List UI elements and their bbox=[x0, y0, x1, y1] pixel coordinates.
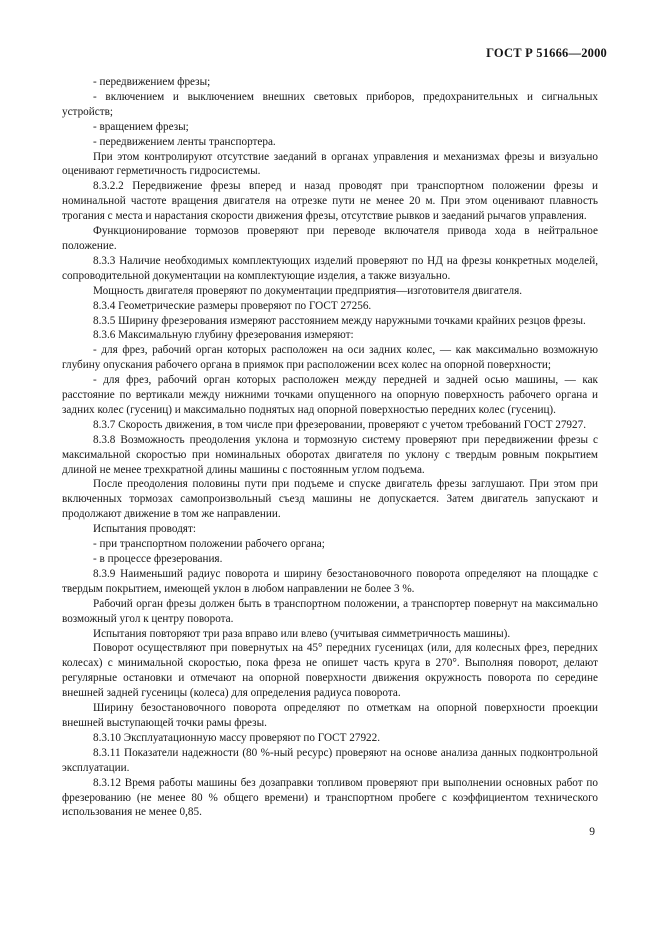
body-paragraph: Функционирование тормозов проверяют при переводе включателя привода хода в нейтральное положение. bbox=[62, 225, 598, 252]
body-paragraph: - для фрез, рабочий орган которых расположен на оси задних колес, — как максимально возможную глубину опускания рабочего органа в приямок при расположении всех колес на опорной поверхности; bbox=[62, 344, 598, 372]
body-paragraph: Рабочий орган фрезы должен быть в транспортном положении, а транспортер повернут на максимально возможный угол к центру поворота. bbox=[62, 597, 598, 625]
body-paragraph: - вращением фрезы; bbox=[93, 120, 189, 133]
body-paragraph: 8.3.10 Эксплуатационную массу проверяют по ГОСТ 27922. bbox=[93, 731, 381, 744]
body-paragraph: - передвижением фрезы; bbox=[93, 76, 211, 88]
body-paragraph: 8.3.9 Наименьший радиус поворота и ширину безостановочного поворота определяют на площадке с твердым покрытием, имеющей уклон в любом направлении не более 3 %. bbox=[62, 567, 598, 595]
document-body bbox=[62, 75, 598, 820]
body-paragraph: 8.3.5 Ширину фрезерования измеряют расстоянием между наружными точками крайних резцов фрезы. bbox=[93, 314, 586, 327]
body-paragraph: После преодоления половины пути при подъеме и спуске двигатель фрезы заглушают. При этом при включенных тормозах самопроизвольный съезд машины не допускается. Затем двигатель запускают и продолжают движение в том же направлении. bbox=[62, 478, 598, 521]
page-number: 9 bbox=[589, 826, 595, 838]
body-paragraph: - передвижением ленты транспортера. bbox=[93, 135, 276, 148]
body-paragraph: 8.3.4 Геометрические размеры проверяют по ГОСТ 27256. bbox=[93, 299, 372, 312]
body-paragraph: - при транспортном положении рабочего органа; bbox=[93, 538, 325, 551]
body-paragraph: 8.3.12 Время работы машины без дозаправки топливом проверяют при выполнении основных работ по фрезерованию (не менее 80 % общего времени) и транспортном пробеге с коэффициентом технического использования не менее 0,85. bbox=[62, 776, 598, 819]
body-paragraph: - для фрез, рабочий орган которых расположен между передней и задней осью машины, — как расстояние по вертикали между нижними точками опущенного на опорную поверхность рабочего органа и задних колес (гусениц) и максимально поднятых над опорной поверхностью передних колес (гусениц). bbox=[62, 374, 598, 416]
document-header: ГОСТ Р 51666—2000 bbox=[486, 46, 607, 60]
body-paragraph: 8.3.3 Наличие необходимых комплектующих изделий проверяют по НД на фрезы конкретных моделей, сопроводительной документации на комплектующие изделия, а также визуально. bbox=[62, 254, 598, 282]
body-paragraph: Мощность двигателя проверяют по документации предприятия—изготовителя двигателя. bbox=[93, 284, 523, 297]
body-paragraph: - включением и выключением внешних световых приборов, предохранительных и сигнальных устройств; bbox=[62, 90, 598, 118]
body-paragraph: 8.3.11 Показатели надежности (80 %-ный ресурс) проверяют на основе анализа данных подконтрольной эксплуатации. bbox=[62, 746, 598, 774]
body-paragraph: 8.3.6 Максимальную глубину фрезерования измеряют: bbox=[93, 329, 354, 342]
body-paragraph: Испытания проводят: bbox=[93, 523, 196, 536]
body-paragraph: Поворот осуществляют при повернутых на 45° передних гусеницах (или, для колесных фрез, передних колесах) с минимальной скоростью, пока фреза не опишет часть круга в 270°. Выполняя поворот, делают регулярные остановки и отмечают на опорной поверхности движения окружность поворота по середине внешней задней гусеницы (колеса) для определения радиуса поворота. bbox=[62, 642, 598, 700]
body-paragraph: 8.3.8 Возможность преодоления уклона и тормозную систему проверяют при передвижении фрезы с максимальной скоростью при номинальных оборотах двигателя по уклону с твердым ровным покрытием длиной не менее трехкратной длины машины с постоянным углом подъема. bbox=[62, 433, 598, 476]
body-paragraph: 8.3.2.2 Передвижение фрезы вперед и назад проводят при транспортном положении фрезы и номинальной частоте вращения двигателя на отрезке пути не менее 20 м. При этом оценивают плавность трогания с места и нарастания скорости движения фрезы, отсутствие рывков и заеданий рычагов управления. bbox=[62, 180, 598, 223]
body-paragraph: 8.3.7 Скорость движения, в том числе при фрезеровании, проверяют с учетом требований ГОСТ 27927. bbox=[93, 418, 587, 431]
body-paragraph: Ширину безостановочного поворота определяют по отметкам на опорной поверхности проекции внешней выступающей точки рамы фрезы. bbox=[62, 702, 598, 729]
body-paragraph: Испытания повторяют три раза вправо или влево (учитывая симметричность машины). bbox=[93, 627, 511, 640]
body-paragraph: - в процессе фрезерования. bbox=[93, 553, 223, 565]
body-paragraph: При этом контролируют отсутствие заеданий в органах управления и механизмах фрезы и визуально оценивают герметичность гидросистемы. bbox=[62, 150, 598, 178]
